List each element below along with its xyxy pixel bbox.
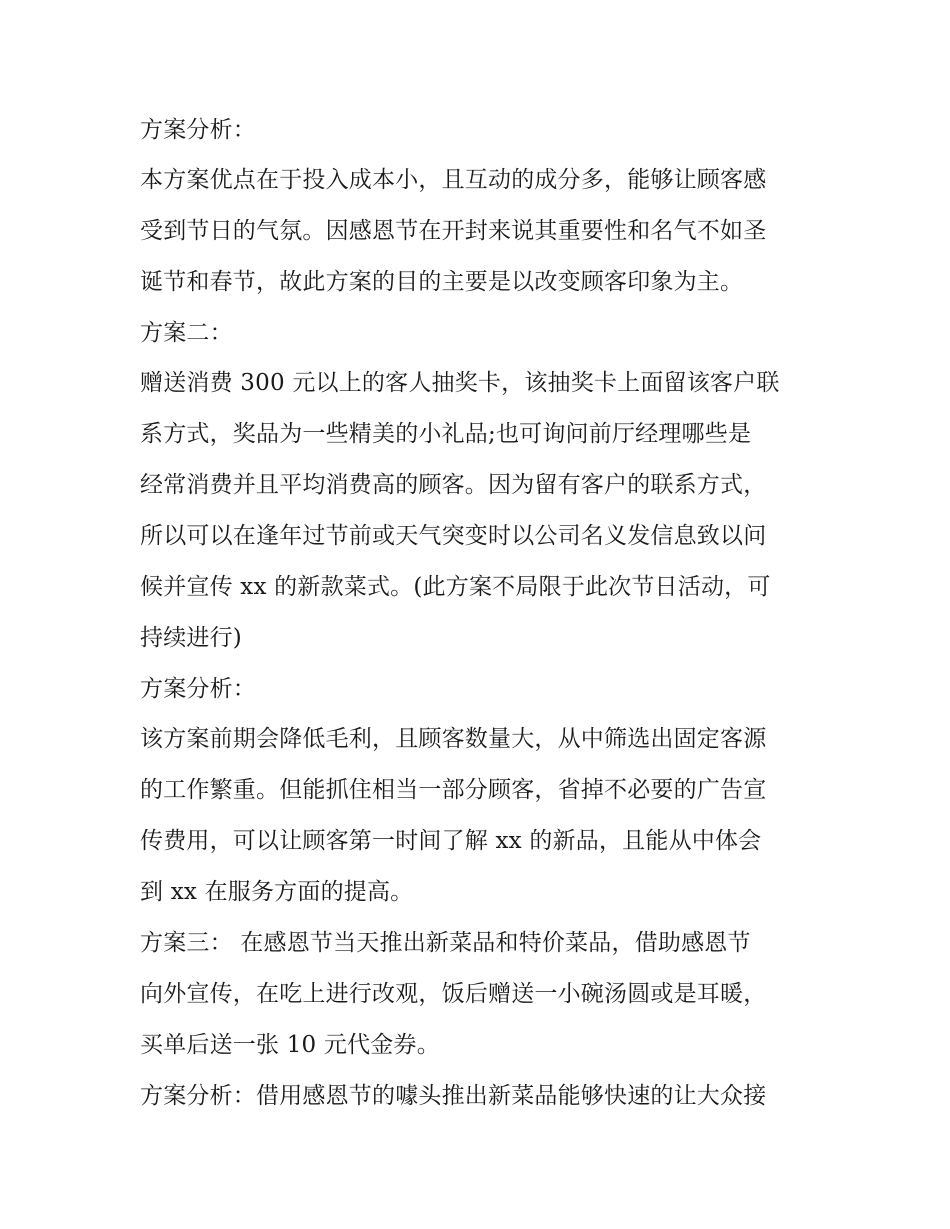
heading-plan-analysis-3: 方案分析：借用感恩节的噱头推出新菜品能够快速的让大众接 xyxy=(140,1083,767,1109)
paragraph-line: 买单后送一张 10 元代金券。 xyxy=(140,1032,440,1058)
paragraph-line: 持续进行) xyxy=(140,625,242,651)
paragraph-line: 经常消费并且平均消费高的顾客。因为留有客户的联系方式， xyxy=(140,472,767,498)
paragraph-line: 该方案前期会降低毛利，且顾客数量大，从中筛选出固定客源 xyxy=(140,726,767,752)
paragraph-line: 所以可以在逢年过节前或天气突变时以公司名义发信息致以问 xyxy=(140,523,767,549)
paragraph-line: 本方案优点在于投入成本小，且互动的成分多，能够让顾客感 xyxy=(140,167,767,193)
paragraph-line: 系方式，奖品为一些精美的小礼品;也可询问前厅经理哪些是 xyxy=(140,421,752,447)
document-page xyxy=(140,108,820,1125)
heading-plan-three: 方案三： 在感恩节当天推出新菜品和特价菜品，借助感恩节 xyxy=(140,930,751,956)
heading-plan-analysis-1: 方案分析： xyxy=(140,117,256,143)
paragraph-line: 的工作繁重。但能抓住相当一部分顾客，省掉不必要的广告宣 xyxy=(140,777,767,803)
paragraph-line: 到 xx 在服务方面的提高。 xyxy=(140,879,414,905)
heading-plan-two: 方案二： xyxy=(140,320,233,346)
heading-plan-analysis-2: 方案分析： xyxy=(140,676,256,702)
paragraph-line: 诞节和春节，故此方案的目的主要是以改变顾客印象为主。 xyxy=(140,269,744,295)
paragraph-line: 赠送消费 300 元以上的客人抽奖卡，该抽奖卡上面留该客户联 xyxy=(140,370,780,396)
paragraph-line: 向外宣传，在吃上进行改观，饭后赠送一小碗汤圆或是耳暖， xyxy=(140,981,767,1007)
paragraph-line: 候并宣传 xx 的新款菜式。(此方案不局限于此次节日活动，可 xyxy=(140,574,771,600)
paragraph-line: 传费用，可以让顾客第一时间了解 xx 的新品，且能从中体会 xyxy=(140,828,762,854)
paragraph-line: 受到节日的气氛。因感恩节在开封来说其重要性和名气不如圣 xyxy=(140,218,767,244)
